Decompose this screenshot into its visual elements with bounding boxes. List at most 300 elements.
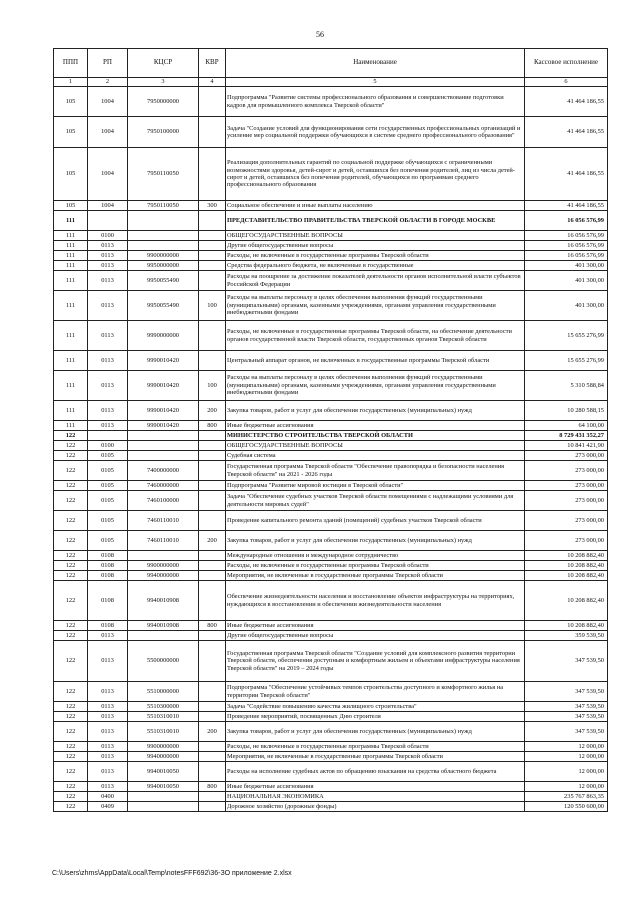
cell-name: НАЦИОНАЛЬНАЯ ЭКОНОМИКА <box>226 792 525 802</box>
cell-kcsr: 9990010420 <box>128 401 199 421</box>
cell-kvr: 200 <box>199 401 226 421</box>
table-row <box>54 631 608 641</box>
cell-rp: 0105 <box>88 451 128 461</box>
cell-rp: 0113 <box>88 712 128 722</box>
table-row <box>54 451 608 461</box>
cell-kcsr: 7950100000 <box>128 117 199 148</box>
cell-kvr <box>199 87 226 117</box>
cell-kcsr: 9900000000 <box>128 251 199 261</box>
cell-ppp: 111 <box>54 321 88 351</box>
cell-kvr: 200 <box>199 722 226 742</box>
cell-rp <box>88 211 128 231</box>
table-row <box>54 87 608 117</box>
cell-kvr <box>199 148 226 201</box>
cell-ppp: 111 <box>54 261 88 271</box>
cell-kvr <box>199 561 226 571</box>
cell-kcsr <box>128 211 199 231</box>
cell-name: Социальное обеспечение и иные выплаты населению <box>226 201 525 211</box>
header-amount: Кассовое исполнение <box>525 49 608 78</box>
cell-name: Подпрограмма "Обеспечение устойчивых темпов строительства доступного и комфортного жилья на территории Тверской области" <box>226 682 525 702</box>
cell-name: Дорожное хозяйство (дорожные фонды) <box>226 802 525 812</box>
cell-kvr: 100 <box>199 371 226 401</box>
cell-ppp: 105 <box>54 117 88 148</box>
cell-rp: 0113 <box>88 722 128 742</box>
cell-name: Центральный аппарат органов, не включенных в государственные программы Тверской области <box>226 351 525 371</box>
cell-kvr <box>199 231 226 241</box>
cell-amount: 15 655 276,99 <box>525 321 608 351</box>
cell-name: Расходы, не включенные в государственные программы Тверской области <box>226 561 525 571</box>
cell-kcsr: 9940010050 <box>128 782 199 792</box>
cell-ppp: 111 <box>54 271 88 291</box>
cell-name: Иные бюджетные ассигнования <box>226 421 525 431</box>
table-row <box>54 371 608 401</box>
cell-rp: 0113 <box>88 371 128 401</box>
cell-name: Задача "Обеспечение судебных участков Тверской области помещениями с надлежащими условиями для деятельности мировых судей" <box>226 491 525 511</box>
cell-rp: 0113 <box>88 631 128 641</box>
cell-kcsr: 7400000000 <box>128 461 199 481</box>
cell-kcsr: 9940000000 <box>128 571 199 581</box>
cell-ppp: 122 <box>54 511 88 531</box>
cell-kcsr: 9990000000 <box>128 321 199 351</box>
cell-kvr <box>199 117 226 148</box>
cell-ppp: 122 <box>54 792 88 802</box>
table-row <box>54 511 608 531</box>
cell-ppp: 122 <box>54 802 88 812</box>
table-row <box>54 571 608 581</box>
cell-amount: 235 767 863,35 <box>525 792 608 802</box>
cell-ppp: 122 <box>54 712 88 722</box>
cell-kcsr: 9940010050 <box>128 762 199 782</box>
cell-amount: 10 208 882,40 <box>525 561 608 571</box>
cell-amount: 16 056 576,99 <box>525 231 608 241</box>
cell-ppp: 111 <box>54 291 88 321</box>
table-row <box>54 421 608 431</box>
cell-name: Расходы, не включенные в государственные программы Тверской области <box>226 742 525 752</box>
cell-kcsr <box>128 792 199 802</box>
cell-kvr <box>199 211 226 231</box>
table-row <box>54 401 608 421</box>
table-row <box>54 461 608 481</box>
cell-ppp: 122 <box>54 551 88 561</box>
cell-kcsr <box>128 231 199 241</box>
cell-rp: 0113 <box>88 682 128 702</box>
cell-ppp: 122 <box>54 481 88 491</box>
cell-name: Государственная программа Тверской области "Обеспечение правопорядка и безопасности населения Тверской области" на 2021 - 2026 годы <box>226 461 525 481</box>
table-row <box>54 752 608 762</box>
cell-ppp: 105 <box>54 87 88 117</box>
cell-kvr: 100 <box>199 291 226 321</box>
column-number: 4 <box>199 78 226 87</box>
budget-table <box>53 48 608 812</box>
table-row <box>54 201 608 211</box>
cell-amount: 41 464 186,55 <box>525 201 608 211</box>
table-row <box>54 702 608 712</box>
table-row <box>54 117 608 148</box>
cell-amount: 41 464 186,55 <box>525 87 608 117</box>
column-number: 2 <box>88 78 128 87</box>
cell-kcsr: 5510300000 <box>128 702 199 712</box>
header-name: Наименование <box>226 49 525 78</box>
cell-name: Проведение мероприятий, посвященных Дню строителя <box>226 712 525 722</box>
cell-ppp: 122 <box>54 752 88 762</box>
table-row <box>54 251 608 261</box>
cell-rp: 1004 <box>88 117 128 148</box>
cell-rp: 1004 <box>88 148 128 201</box>
cell-ppp: 105 <box>54 148 88 201</box>
column-number: 1 <box>54 78 88 87</box>
cell-name: Расходы, не включенные в государственные программы Тверской области, на обеспечение деятельности органов государственной власти Тверской области, государственных органов Тверской области <box>226 321 525 351</box>
cell-rp <box>88 431 128 441</box>
cell-kvr <box>199 631 226 641</box>
cell-rp: 0105 <box>88 531 128 551</box>
cell-kcsr: 5500000000 <box>128 641 199 682</box>
cell-name: Судебная система <box>226 451 525 461</box>
cell-kvr <box>199 461 226 481</box>
cell-ppp: 122 <box>54 621 88 631</box>
cell-kvr: 800 <box>199 621 226 631</box>
page-number: 56 <box>316 30 324 39</box>
cell-name: МИНИСТЕРСТВО СТРОИТЕЛЬСТВА ТВЕРСКОЙ ОБЛАСТИ <box>226 431 525 441</box>
cell-rp: 0400 <box>88 792 128 802</box>
cell-rp: 0113 <box>88 271 128 291</box>
cell-kvr <box>199 792 226 802</box>
cell-rp: 0113 <box>88 762 128 782</box>
cell-amount: 16 056 576,99 <box>525 251 608 261</box>
cell-amount: 347 539,50 <box>525 682 608 702</box>
cell-rp: 0105 <box>88 481 128 491</box>
cell-amount: 41 464 186,55 <box>525 117 608 148</box>
cell-kvr <box>199 802 226 812</box>
cell-kcsr: 7460100000 <box>128 491 199 511</box>
table-row <box>54 762 608 782</box>
cell-kcsr <box>128 451 199 461</box>
cell-kcsr: 9900000000 <box>128 742 199 752</box>
cell-ppp: 122 <box>54 782 88 792</box>
cell-rp: 0113 <box>88 702 128 712</box>
cell-kvr <box>199 641 226 682</box>
cell-kcsr: 9990010420 <box>128 351 199 371</box>
cell-kvr <box>199 682 226 702</box>
column-number: 5 <box>226 78 525 87</box>
cell-ppp: 122 <box>54 441 88 451</box>
cell-rp: 0105 <box>88 511 128 531</box>
cell-kcsr <box>128 631 199 641</box>
cell-rp: 0108 <box>88 581 128 621</box>
cell-kcsr: 7460000000 <box>128 481 199 491</box>
table-row <box>54 491 608 511</box>
cell-kcsr: 5510000000 <box>128 682 199 702</box>
table-header-row <box>54 49 608 78</box>
cell-ppp: 111 <box>54 421 88 431</box>
cell-rp: 0113 <box>88 782 128 792</box>
table-row <box>54 551 608 561</box>
cell-name: Проведение капитального ремонта зданий (помещений) судебных участков Тверской области <box>226 511 525 531</box>
table-row <box>54 291 608 321</box>
cell-rp: 0113 <box>88 351 128 371</box>
cell-rp: 0113 <box>88 321 128 351</box>
cell-amount: 347 539,50 <box>525 722 608 742</box>
cell-ppp: 122 <box>54 762 88 782</box>
cell-ppp: 111 <box>54 211 88 231</box>
cell-name: Закупка товаров, работ и услуг для обеспечения государственных (муниципальных) нужд <box>226 722 525 742</box>
cell-kcsr: 9940000000 <box>128 752 199 762</box>
cell-kvr <box>199 712 226 722</box>
cell-amount: 12 000,00 <box>525 782 608 792</box>
table-row <box>54 742 608 752</box>
cell-kcsr <box>128 802 199 812</box>
cell-amount: 15 655 276,99 <box>525 351 608 371</box>
cell-amount: 10 208 882,40 <box>525 621 608 631</box>
cell-kvr <box>199 271 226 291</box>
cell-name: Обеспечение жизнедеятельности населения и восстановление объектов инфраструктуры на территориях, нуждающихся в восстановлении и обеспечении жизнедеятельности населения <box>226 581 525 621</box>
cell-name: Расходы, не включенные в государственные программы Тверской области <box>226 251 525 261</box>
cell-amount: 16 056 576,99 <box>525 241 608 251</box>
cell-kvr <box>199 491 226 511</box>
table-row <box>54 321 608 351</box>
cell-kcsr <box>128 241 199 251</box>
cell-name: Иные бюджетные ассигнования <box>226 782 525 792</box>
cell-kcsr: 7950110050 <box>128 201 199 211</box>
header-ppp: ППП <box>54 49 88 78</box>
cell-kvr <box>199 571 226 581</box>
cell-kvr: 800 <box>199 421 226 431</box>
cell-kcsr: 9990010420 <box>128 421 199 431</box>
cell-ppp: 111 <box>54 371 88 401</box>
cell-rp: 0113 <box>88 261 128 271</box>
cell-rp: 0409 <box>88 802 128 812</box>
cell-rp: 0113 <box>88 401 128 421</box>
table-row <box>54 441 608 451</box>
cell-kvr <box>199 451 226 461</box>
header-kvr: КВР <box>199 49 226 78</box>
cell-rp: 0113 <box>88 421 128 431</box>
table-row <box>54 211 608 231</box>
cell-kvr <box>199 241 226 251</box>
cell-amount: 347 539,50 <box>525 712 608 722</box>
cell-ppp: 122 <box>54 702 88 712</box>
cell-amount: 12 000,00 <box>525 752 608 762</box>
cell-ppp: 122 <box>54 571 88 581</box>
cell-amount: 401 300,00 <box>525 261 608 271</box>
cell-ppp: 111 <box>54 231 88 241</box>
cell-kvr <box>199 251 226 261</box>
cell-amount: 12 000,00 <box>525 742 608 752</box>
cell-kvr <box>199 702 226 712</box>
cell-ppp: 122 <box>54 742 88 752</box>
cell-kcsr <box>128 431 199 441</box>
cell-amount: 8 729 431 352,27 <box>525 431 608 441</box>
table-row <box>54 641 608 682</box>
cell-amount: 347 539,50 <box>525 702 608 712</box>
table-row <box>54 782 608 792</box>
cell-rp: 0108 <box>88 551 128 561</box>
cell-kcsr: 9900000000 <box>128 561 199 571</box>
cell-kvr <box>199 762 226 782</box>
cell-rp: 1004 <box>88 87 128 117</box>
cell-amount: 273 000,00 <box>525 461 608 481</box>
cell-ppp: 122 <box>54 631 88 641</box>
cell-rp: 0113 <box>88 641 128 682</box>
cell-kcsr: 9950055490 <box>128 291 199 321</box>
cell-kcsr: 9950000000 <box>128 261 199 271</box>
cell-name: Средства федерального бюджета, не включенные в государственные <box>226 261 525 271</box>
cell-kcsr: 5510310010 <box>128 712 199 722</box>
cell-rp: 0105 <box>88 491 128 511</box>
cell-name: Подпрограмма "Развитие мировой юстиции в Тверской области" <box>226 481 525 491</box>
cell-kvr: 800 <box>199 782 226 792</box>
cell-amount: 347 539,50 <box>525 641 608 682</box>
cell-kcsr: 7950110050 <box>128 148 199 201</box>
cell-kvr: 300 <box>199 201 226 211</box>
table-row <box>54 621 608 631</box>
cell-amount: 401 300,00 <box>525 271 608 291</box>
table-row <box>54 712 608 722</box>
cell-ppp: 105 <box>54 201 88 211</box>
cell-rp: 0113 <box>88 742 128 752</box>
cell-amount: 12 000,00 <box>525 762 608 782</box>
cell-kvr <box>199 752 226 762</box>
cell-amount: 273 000,00 <box>525 511 608 531</box>
cell-kvr <box>199 481 226 491</box>
table-row <box>54 271 608 291</box>
cell-name: Иные бюджетные ассигнования <box>226 621 525 631</box>
cell-ppp: 122 <box>54 491 88 511</box>
cell-ppp: 111 <box>54 251 88 261</box>
cell-amount: 273 000,00 <box>525 451 608 461</box>
cell-rp: 0113 <box>88 241 128 251</box>
table-row <box>54 231 608 241</box>
table-row <box>54 682 608 702</box>
cell-amount: 16 056 576,99 <box>525 211 608 231</box>
table-row <box>54 802 608 812</box>
cell-name: Другие общегосударственные вопросы <box>226 241 525 251</box>
cell-kvr <box>199 742 226 752</box>
table-row <box>54 792 608 802</box>
cell-ppp: 122 <box>54 722 88 742</box>
cell-rp: 0108 <box>88 561 128 571</box>
cell-kvr <box>199 261 226 271</box>
cell-name: Задача "Создание условий для функционирования сети государственных профессиональных организаций и усиление мер социальной поддержки обучающихся в системе среднего профессионального образования" <box>226 117 525 148</box>
table-row <box>54 431 608 441</box>
cell-name: Расходы на исполнение судебных актов по обращению взыскания на средства областного бюджета <box>226 762 525 782</box>
cell-kcsr: 9950055490 <box>128 271 199 291</box>
cell-kcsr: 7460110010 <box>128 511 199 531</box>
cell-amount: 273 000,00 <box>525 481 608 491</box>
cell-ppp: 122 <box>54 641 88 682</box>
cell-rp: 1004 <box>88 201 128 211</box>
cell-ppp: 122 <box>54 461 88 481</box>
cell-kcsr: 5510310010 <box>128 722 199 742</box>
cell-name: Реализация дополнительных гарантий по социальной поддержке обучающихся с ограниченными возможностями здоровья, детей-сирот и детей, оставшихся без попечения родителей, лиц из числа детей-сирот и детей, оставшихся без попечения родителей, обучающихся по программам среднего профессионального образования <box>226 148 525 201</box>
column-number: 3 <box>128 78 199 87</box>
cell-kvr <box>199 441 226 451</box>
cell-rp: 0113 <box>88 291 128 321</box>
cell-amount: 359 539,50 <box>525 631 608 641</box>
cell-name: Задача "Содействие повышению качества жилищного строительства" <box>226 702 525 712</box>
table-row <box>54 351 608 371</box>
table-row <box>54 561 608 571</box>
cell-kcsr <box>128 441 199 451</box>
cell-kcsr: 7950000000 <box>128 87 199 117</box>
cell-rp: 0105 <box>88 461 128 481</box>
cell-ppp: 111 <box>54 401 88 421</box>
cell-amount: 10 208 882,40 <box>525 581 608 621</box>
cell-name: Расходы на выплаты персоналу в целях обеспечения выполнения функций государственными (муниципальными) органами, казенными учреждениями, органами управления государственными внебюджетными фондами <box>226 291 525 321</box>
cell-name: ОБЩЕГОСУДАРСТВЕННЫЕ ВОПРОСЫ <box>226 231 525 241</box>
cell-name: ПРЕДСТАВИТЕЛЬСТВО ПРАВИТЕЛЬСТВА ТВЕРСКОЙ ОБЛАСТИ В ГОРОДЕ МОСКВЕ <box>226 211 525 231</box>
cell-kvr <box>199 351 226 371</box>
cell-amount: 401 300,00 <box>525 291 608 321</box>
table-row <box>54 531 608 551</box>
cell-ppp: 111 <box>54 241 88 251</box>
cell-kvr: 200 <box>199 531 226 551</box>
cell-ppp: 122 <box>54 682 88 702</box>
cell-rp: 0113 <box>88 752 128 762</box>
table-row <box>54 261 608 271</box>
cell-rp: 0108 <box>88 621 128 631</box>
file-path-footer: C:\Users\zhms\AppData\Local\Temp\notesFFF692\36-ЗО приложение 2.xlsx <box>52 870 292 877</box>
cell-kvr <box>199 581 226 621</box>
cell-ppp: 122 <box>54 431 88 441</box>
cell-ppp: 122 <box>54 561 88 571</box>
cell-amount: 273 000,00 <box>525 491 608 511</box>
cell-kvr <box>199 511 226 531</box>
cell-ppp: 122 <box>54 531 88 551</box>
cell-kcsr: 9940010908 <box>128 621 199 631</box>
column-number-row <box>54 78 608 87</box>
cell-name: Другие общегосударственные вопросы <box>226 631 525 641</box>
cell-amount: 10 208 882,40 <box>525 551 608 561</box>
cell-kcsr <box>128 551 199 561</box>
cell-name: Международные отношения и международное сотрудничество <box>226 551 525 561</box>
table-row <box>54 581 608 621</box>
table-row <box>54 148 608 201</box>
header-rp: РП <box>88 49 128 78</box>
cell-amount: 273 000,00 <box>525 531 608 551</box>
cell-name: Мероприятия, не включенные в государственные программы Тверской области <box>226 752 525 762</box>
cell-kvr <box>199 551 226 561</box>
cell-kcsr: 9990010420 <box>128 371 199 401</box>
cell-rp: 0113 <box>88 251 128 261</box>
header-kcsr: КЦСР <box>128 49 199 78</box>
cell-amount: 120 550 600,00 <box>525 802 608 812</box>
cell-name: Расходы на поощрение за достижение показателей деятельности органов исполнительной власти субъектов Российской Федерации <box>226 271 525 291</box>
cell-name: Подпрограмма "Развитие системы профессионального образования и совершенствование подготовки кадров для промышленного комплекса Тверской области" <box>226 87 525 117</box>
table-row <box>54 481 608 491</box>
cell-amount: 10 841 421,90 <box>525 441 608 451</box>
cell-name: ОБЩЕГОСУДАРСТВЕННЫЕ ВОПРОСЫ <box>226 441 525 451</box>
column-number: 6 <box>525 78 608 87</box>
cell-amount: 64 100,00 <box>525 421 608 431</box>
cell-ppp: 122 <box>54 581 88 621</box>
cell-rp: 0100 <box>88 441 128 451</box>
cell-rp: 0100 <box>88 231 128 241</box>
cell-amount: 5 310 588,84 <box>525 371 608 401</box>
cell-kcsr: 9940010908 <box>128 581 199 621</box>
cell-name: Закупка товаров, работ и услуг для обеспечения государственных (муниципальных) нужд <box>226 531 525 551</box>
cell-ppp: 111 <box>54 351 88 371</box>
cell-amount: 10 280 588,15 <box>525 401 608 421</box>
cell-rp: 0108 <box>88 571 128 581</box>
table-row <box>54 722 608 742</box>
table-row <box>54 241 608 251</box>
cell-amount: 10 208 882,40 <box>525 571 608 581</box>
cell-ppp: 122 <box>54 451 88 461</box>
cell-name: Закупка товаров, работ и услуг для обеспечения государственных (муниципальных) нужд <box>226 401 525 421</box>
cell-kvr <box>199 431 226 441</box>
cell-kvr <box>199 321 226 351</box>
cell-name: Государственная программа Тверской области "Создание условий для комплексного развития территории Тверской области, обеспечения доступным и комфортным жильем и объектами инфраструктуры населения Тверской области" на 2019 – 2024 годы <box>226 641 525 682</box>
